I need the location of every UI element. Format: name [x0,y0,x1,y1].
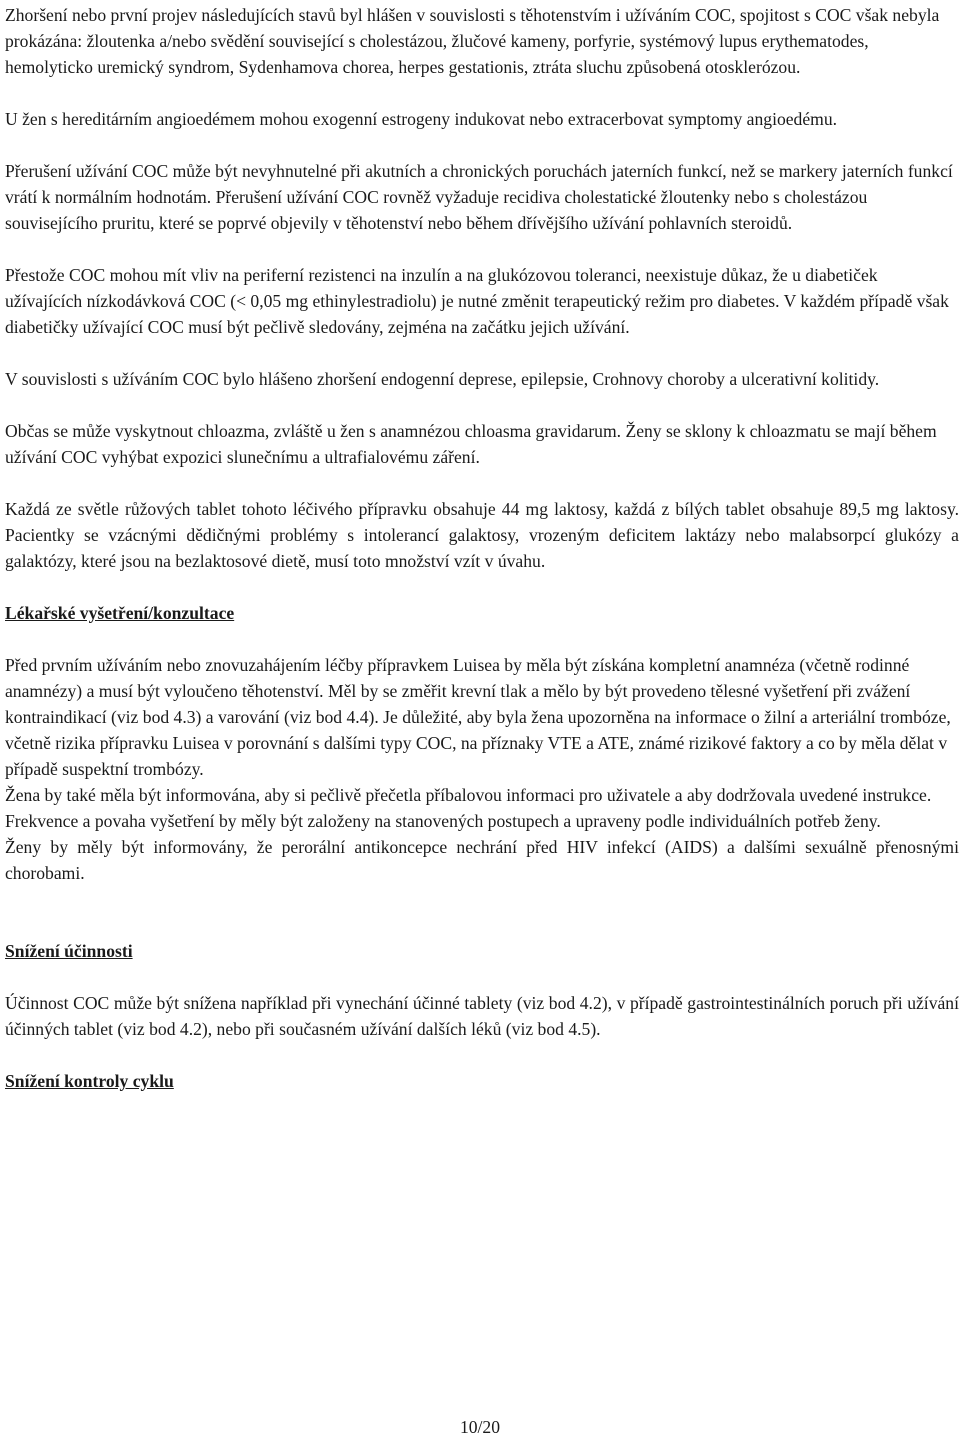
paragraph-liver-function: Přerušení užívání COC může být nevyhnutelné při akutních a chronických poruchách jaterních funkcí, než se markery jaterních funkcí vrátí k normálním hodnotám. Přerušení užívání COC rovněž vyžaduje recidiva cholestatické žloutenky nebo s cholestázou souvisejícího pruritu, které se poprvé objevily v těhotenství nebo během dřívějšího užívání pohlavních steroidů. [5,161,953,233]
page-number: 10/20 [459,1417,501,1437]
section-heading-medical-exam: Lékařské vyšetření/konzultace [5,603,235,623]
paragraph-pregnancy-conditions: Zhoršení nebo první projev následujících stavů byl hlášen v souvislosti s těhotenstvím i užíváním COC, spojitost s COC však nebyla prokázána: žloutenka a/nebo svědění související s cholestázou, žlučové kameny, porfyrie, systémový lupus erythematodes, hemolyticko uremický syndrom, Sydenhamova chorea, herpes gestationis, ztráta sluchu způsobená otosklerózou. [5,5,940,77]
paragraph-diabetes: Přestože COC mohou mít vliv na periferní rezistenci na inzulín a na glukózovou toleranci, neexistuje důkaz, že u diabetiček užívajících nízkodávková COC (< 0,05 mg ethinylestradiolu) je nutné změnit terapeutický režim pro diabetes. V každém případě však diabetičky užívající COC musí být pečlivě sledovány, zejména na začátku jejich užívání. [5,265,949,337]
section-heading-cycle-control: Snížení kontroly cyklu [5,1071,174,1091]
paragraph-lactose: Každá ze světle růžových tablet tohoto léčivého přípravku obsahuje 44 mg laktosy, každá z bílých tablet obsahuje 89,5 mg laktosy. Pacientky se vzácnými dědičnými problémy s intolerancí galaktosy, vrozeným deficitem laktázy nebo malabsorpcí glukózy a galaktózy, které jsou na bezlaktosové dietě, musí toto množství vzít v úvahu. [5,499,959,571]
document-body [5,2,959,1094]
paragraph-depression: V souvislosti s užíváním COC bylo hlášeno zhoršení endogenní deprese, epilepsie, Crohnovy choroby a ulcerativní kolitidy. [5,369,880,389]
paragraph-exam-hiv: Ženy by měly být informovány, že perorální antikoncepce nechrání před HIV infekcí (AIDS) a dalšími sexuálně přenosnými chorobami. [5,837,959,883]
section-heading-reduced-efficacy: Snížení účinnosti [5,941,133,961]
paragraph-exam-anamnesis: Před prvním užíváním nebo znovuzahájením léčby přípravkem Luisea by měla být získána kompletní anamnéza (včetně rodinné anamnézy) a musí být vyloučeno těhotenství. Měl by se změřit krevní tlak a mělo by být provedeno tělesné vyšetření při zvážení kontraindikací (viz bod 4.3) a varování (viz bod 4.4). Je důležité, aby byla žena upozorněna na informace o žilní a arteriální trombóze, včetně rizika přípravku Luisea v porovnání s dalšími typy COC, na příznaky VTE a ATE, známé rizikové faktory a co by měla dělat v případě suspektní trombózy. [5,655,951,779]
paragraph-angioedema: U žen s hereditárním angioedémem mohou exogenní estrogeny indukovat nebo extracerbovat symptomy angioedému. [5,109,838,129]
paragraph-chloasma: Občas se může vyskytnout chloazma, zvláště u žen s anamnézou chloasma gravidarum. Ženy se sklony k chloazmatu se mají během užívání COC vyhýbat expozici slunečnímu a ultrafialovému záření. [5,421,937,467]
paragraph-exam-leaflet: Žena by také měla být informována, aby si pečlivě přečetla příbalovou informaci pro uživatele a aby dodržovala uvedené instrukce. Frekvence a povaha vyšetření by měly být založeny na stanovených postupech a upraveny podle individuálních potřeb ženy. [5,785,932,831]
paragraph-efficacy: Účinnost COC může být snížena například při vynechání účinné tablety (viz bod 4.2), v případě gastrointestinálních poruch při užívání účinných tablet (viz bod 4.2), nebo při současném užívání dalších léků (viz bod 4.5). [5,993,959,1039]
